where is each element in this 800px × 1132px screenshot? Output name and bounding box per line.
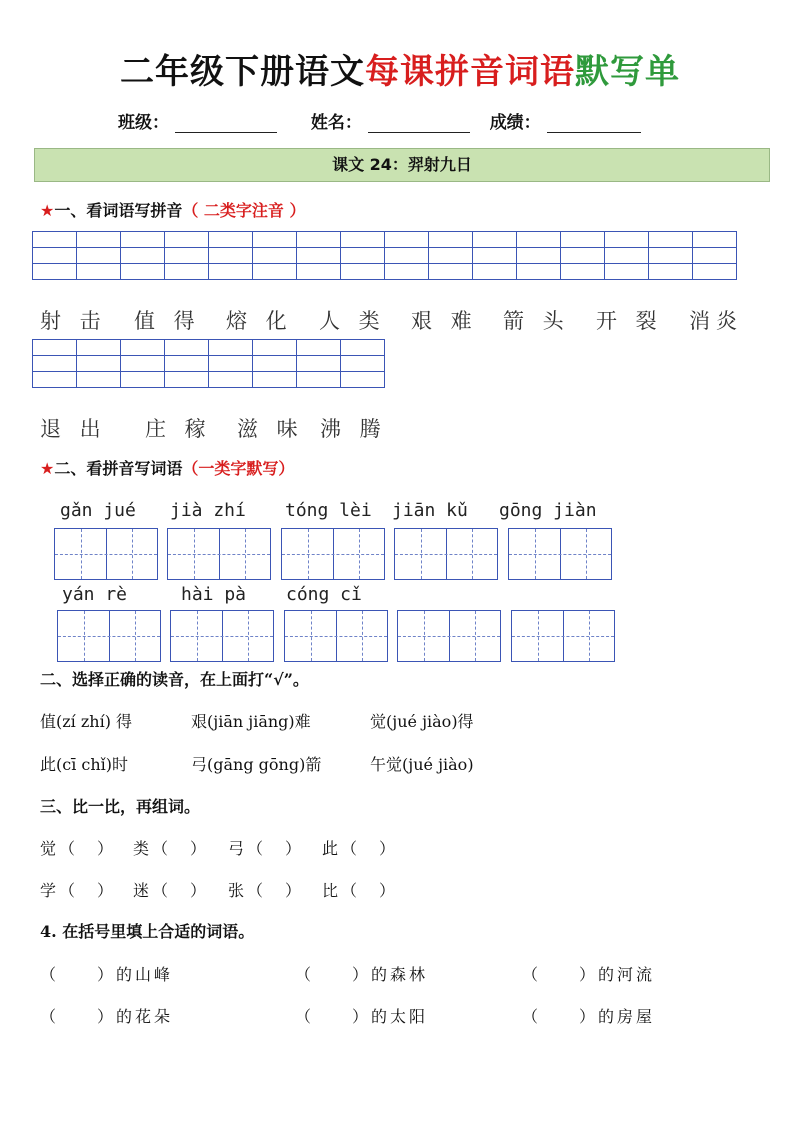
pinyin-grid-cell[interactable] <box>297 248 341 264</box>
reading-choice[interactable]: 觉(jué jiào)得 <box>370 712 474 731</box>
character-writing-box[interactable] <box>397 610 501 662</box>
character-writing-box[interactable] <box>508 528 612 580</box>
section1-words-row2 <box>0 413 800 443</box>
word-item: 箭 头 <box>503 309 570 333</box>
pinyin-grid-cell[interactable] <box>209 372 253 388</box>
section1-words-row1 <box>0 305 800 335</box>
fill-blank-item[interactable]: （ ）的森林 <box>295 965 429 984</box>
pinyin-grid-cell[interactable] <box>561 248 605 264</box>
pinyin-grid-cell[interactable] <box>341 372 385 388</box>
title-part-2: 每课拼音词语 <box>365 52 575 92</box>
section1-title: 一、看词语写拼音 <box>54 201 183 220</box>
pinyin-label: gōng jiàn <box>499 500 597 521</box>
section1-heading <box>40 198 306 221</box>
pinyin-grid-cell[interactable] <box>473 232 517 248</box>
section2-heading <box>40 456 294 479</box>
pinyin-grid-cell[interactable] <box>649 264 693 280</box>
pinyin-grid-cell[interactable] <box>33 232 77 248</box>
pinyin-grid-cell[interactable] <box>341 356 385 372</box>
pinyin-grid-cell[interactable] <box>385 248 429 264</box>
pinyin-writing-grid-2[interactable] <box>32 339 385 388</box>
pinyin-grid-cell[interactable] <box>77 248 121 264</box>
page-title <box>0 44 800 93</box>
pinyin-grid-cell[interactable] <box>253 356 297 372</box>
word-item: 熔 化 <box>226 309 293 333</box>
pinyin-grid-cell[interactable] <box>121 356 165 372</box>
fill-blank-item[interactable]: （ ）的房屋 <box>522 1007 656 1026</box>
pinyin-grid-cell[interactable] <box>253 264 297 280</box>
pinyin-grid-cell[interactable] <box>473 248 517 264</box>
character-writing-box[interactable] <box>511 610 615 662</box>
pinyin-grid-cell[interactable] <box>429 248 473 264</box>
pinyin-grid-cell[interactable] <box>253 372 297 388</box>
pinyin-grid-cell[interactable] <box>165 248 209 264</box>
pinyin-grid-cell[interactable] <box>165 372 209 388</box>
pinyin-grid-cell[interactable] <box>297 340 341 356</box>
pinyin-grid-cell[interactable] <box>121 248 165 264</box>
name-field[interactable] <box>368 112 470 133</box>
pinyin-grid-cell[interactable] <box>605 232 649 248</box>
pinyin-grid-cell[interactable] <box>561 264 605 280</box>
section2-title: 二、看拼音写词语 <box>54 459 183 478</box>
pinyin-grid-cell[interactable] <box>429 232 473 248</box>
character-writing-box[interactable] <box>57 610 161 662</box>
pinyin-grid-cell[interactable] <box>209 248 253 264</box>
section5-heading: 4. 在括号里填上合适的词语。 <box>40 922 255 941</box>
pinyin-grid-cell[interactable] <box>209 340 253 356</box>
pinyin-grid-cell[interactable] <box>121 232 165 248</box>
star-icon: ★ <box>40 201 55 220</box>
pinyin-grid-cell[interactable] <box>121 340 165 356</box>
pinyin-grid-cell[interactable] <box>385 264 429 280</box>
pinyin-grid-cell[interactable] <box>297 264 341 280</box>
pinyin-grid-cell[interactable] <box>209 232 253 248</box>
pinyin-grid-cell[interactable] <box>253 340 297 356</box>
title-part-1: 二年级下册语文 <box>120 52 365 92</box>
word-item: 开 裂 <box>596 309 663 333</box>
reading-choice[interactable]: 午觉(jué jiào) <box>370 755 474 774</box>
character-writing-box[interactable] <box>54 528 158 580</box>
pinyin-grid-cell[interactable] <box>341 340 385 356</box>
pinyin-grid-cell[interactable] <box>253 232 297 248</box>
pinyin-label: jià zhí <box>170 500 246 521</box>
word-item: 庄 稼 <box>145 417 212 441</box>
pinyin-label: tóng lèi <box>285 500 372 521</box>
reading-choice[interactable]: 弓(gāng gōng)箭 <box>191 755 322 774</box>
pinyin-grid-cell[interactable] <box>473 264 517 280</box>
fill-blank-item[interactable]: （ ）的花朵 <box>40 1007 174 1026</box>
section2-note: （一类字默写） <box>182 459 295 478</box>
pinyin-grid-cell[interactable] <box>165 340 209 356</box>
pinyin-grid-cell[interactable] <box>605 248 649 264</box>
pinyin-grid-cell[interactable] <box>385 232 429 248</box>
pinyin-grid-cell[interactable] <box>693 232 737 248</box>
pinyin-grid-cell[interactable] <box>33 356 77 372</box>
compare-item[interactable]: 弓（ ） <box>228 839 305 858</box>
word-item: 射 击 <box>40 309 107 333</box>
pinyin-grid-cell[interactable] <box>253 248 297 264</box>
pinyin-grid-cell[interactable] <box>33 372 77 388</box>
fill-blank-item[interactable]: （ ）的河流 <box>522 965 656 984</box>
pinyin-grid-cell[interactable] <box>209 264 253 280</box>
character-writing-box[interactable] <box>394 528 498 580</box>
pinyin-label: gǎn jué <box>60 500 136 521</box>
compare-item[interactable]: 此（ ） <box>322 839 399 858</box>
pinyin-label: cóng cǐ <box>286 584 362 605</box>
pinyin-grid-cell[interactable] <box>33 340 77 356</box>
compare-item[interactable]: 张（ ） <box>228 881 305 900</box>
reading-choice[interactable]: 艰(jiān jiāng)难 <box>191 712 311 731</box>
star-icon: ★ <box>40 459 55 478</box>
pinyin-label: hài pà <box>181 584 247 605</box>
character-writing-box[interactable] <box>284 610 388 662</box>
word-item: 消炎 <box>689 309 743 333</box>
class-field[interactable] <box>175 112 277 133</box>
reading-choice[interactable]: 值(zí zhí) 得 <box>40 712 133 731</box>
pinyin-grid-cell[interactable] <box>297 356 341 372</box>
word-item: 沸 腾 <box>320 417 387 441</box>
pinyin-label: yán rè <box>62 584 128 605</box>
compare-item[interactable]: 类（ ） <box>133 839 210 858</box>
word-item: 人 类 <box>319 309 386 333</box>
pinyin-grid-cell[interactable] <box>121 264 165 280</box>
pinyin-grid-cell[interactable] <box>693 264 737 280</box>
pinyin-grid-cell[interactable] <box>77 340 121 356</box>
word-item: 艰 难 <box>411 309 478 333</box>
pinyin-grid-cell[interactable] <box>77 372 121 388</box>
pinyin-grid-cell[interactable] <box>517 264 561 280</box>
pinyin-grid-cell[interactable] <box>429 264 473 280</box>
pinyin-grid-cell[interactable] <box>165 264 209 280</box>
pinyin-grid-cell[interactable] <box>341 248 385 264</box>
pinyin-writing-grid-1[interactable] <box>32 231 737 280</box>
pinyin-grid-cell[interactable] <box>341 232 385 248</box>
character-writing-box[interactable] <box>170 610 274 662</box>
pinyin-grid-cell[interactable] <box>77 264 121 280</box>
section3-heading: 二、选择正确的读音，在上面打“√”。 <box>40 670 309 689</box>
pinyin-grid-cell[interactable] <box>297 372 341 388</box>
student-info-row <box>118 108 641 133</box>
pinyin-grid-cell[interactable] <box>33 248 77 264</box>
pinyin-grid-cell[interactable] <box>693 248 737 264</box>
pinyin-grid-cell[interactable] <box>517 248 561 264</box>
pinyin-grid-cell[interactable] <box>517 232 561 248</box>
pinyin-grid-cell[interactable] <box>605 264 649 280</box>
fill-blank-item[interactable]: （ ）的太阳 <box>295 1007 429 1026</box>
compare-item[interactable]: 觉（ ） <box>40 839 117 858</box>
pinyin-grid-cell[interactable] <box>297 232 341 248</box>
score-field[interactable] <box>547 112 641 133</box>
word-item: 退 出 <box>40 417 107 441</box>
pinyin-grid-cell[interactable] <box>561 232 605 248</box>
pinyin-grid-cell[interactable] <box>121 372 165 388</box>
fill-blank-item[interactable]: （ ）的山峰 <box>40 965 174 984</box>
pinyin-grid-cell[interactable] <box>165 232 209 248</box>
pinyin-grid-cell[interactable] <box>77 232 121 248</box>
character-writing-box[interactable] <box>167 528 271 580</box>
character-writing-box[interactable] <box>281 528 385 580</box>
score-label: 成绩： <box>489 113 541 133</box>
reading-choice[interactable]: 此(cī chǐ)时 <box>40 755 129 774</box>
word-item: 值 得 <box>134 309 201 333</box>
class-label: 班级： <box>118 113 169 133</box>
compare-item[interactable]: 迷（ ） <box>133 881 210 900</box>
pinyin-grid-cell[interactable] <box>649 248 693 264</box>
pinyin-grid-cell[interactable] <box>165 356 209 372</box>
title-part-3: 默写单 <box>575 52 680 92</box>
pinyin-label: jiān kǔ <box>392 500 468 521</box>
section4-heading: 三、比一比，再组词。 <box>40 797 201 816</box>
word-item: 滋 味 <box>237 417 304 441</box>
section1-note: （ 二类字注音 ） <box>182 201 306 220</box>
compare-item[interactable]: 比（ ） <box>322 881 399 900</box>
compare-item[interactable]: 学（ ） <box>40 881 117 900</box>
pinyin-grid-cell[interactable] <box>209 356 253 372</box>
pinyin-grid-cell[interactable] <box>341 264 385 280</box>
pinyin-grid-cell[interactable] <box>77 356 121 372</box>
pinyin-grid-cell[interactable] <box>649 232 693 248</box>
pinyin-grid-cell[interactable] <box>33 264 77 280</box>
lesson-banner: 课文 24：羿射九日 <box>34 148 770 182</box>
name-label: 姓名： <box>310 113 362 133</box>
